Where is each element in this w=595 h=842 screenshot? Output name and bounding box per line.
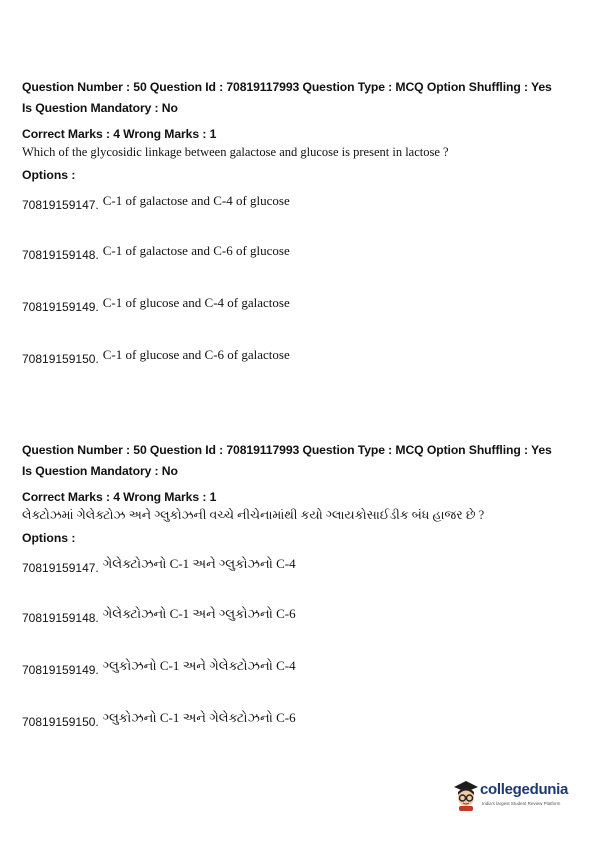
- option-item[interactable]: [22, 658, 296, 679]
- option-text: ગેલેક્ટોઝનો C-1 અને ગ્લુકોઝનો C-6: [102, 606, 296, 621]
- option-item[interactable]: [22, 193, 290, 214]
- option-text: C-1 of glucose and C-4 of galactose: [102, 295, 290, 310]
- option-id: 70819159149.: [22, 663, 99, 677]
- option-text: ગ્લુકોઝનો C-1 અને ગેલેક્ટોઝનો C-4: [102, 658, 296, 673]
- question-text: લેક્ટોઝમાં ગેલેક્ટોઝ અને ગ્લુકોઝની વચ્ચે નીચેનામાંથી કયો ગ્લાયકોસાઈડીક બંધ હાજર છે ?: [22, 508, 485, 522]
- logo-wordmark: collegedunia: [480, 781, 569, 798]
- question-block-1: [22, 77, 577, 366]
- question-text: Which of the glycosidic linkage between galactose and glucose is present in lactose ?: [22, 145, 449, 159]
- question-block-2: [22, 440, 577, 729]
- question-meta-line: Question Number : 50 Question Id : 70819117993 Question Type : MCQ Option Shuffling : Yes: [22, 80, 552, 94]
- option-text: ગ્લુકોઝનો C-1 અને ગેલેક્ટોઝનો C-6: [102, 710, 296, 725]
- option-id: 70819159147.: [22, 198, 99, 212]
- logo-tagline: India's largest Student Review Platform: [482, 801, 561, 806]
- options-label: Options :: [22, 168, 76, 182]
- option-item[interactable]: [22, 710, 296, 731]
- options-label: Options :: [22, 531, 76, 545]
- option-item[interactable]: [22, 556, 296, 577]
- option-item[interactable]: [22, 295, 290, 316]
- option-id: 70819159148.: [22, 248, 99, 262]
- collegedunia-logo: [452, 779, 572, 813]
- option-id: 70819159150.: [22, 715, 99, 729]
- option-text: ગેલેક્ટોઝનો C-1 અને ગ્લુકોઝનો C-4: [102, 556, 296, 571]
- option-text: C-1 of galactose and C-4 of glucose: [102, 193, 290, 208]
- option-item[interactable]: [22, 347, 290, 368]
- option-text: C-1 of glucose and C-6 of galactose: [102, 347, 290, 362]
- option-item[interactable]: [22, 606, 296, 627]
- option-id: 70819159147.: [22, 561, 99, 575]
- option-text: C-1 of galactose and C-6 of glucose: [102, 243, 290, 258]
- option-id: 70819159148.: [22, 611, 99, 625]
- question-meta-line: Question Number : 50 Question Id : 70819117993 Question Type : MCQ Option Shuffling : Yes: [22, 443, 552, 457]
- question-marks: Correct Marks : 4 Wrong Marks : 1: [22, 490, 217, 504]
- option-id: 70819159149.: [22, 300, 99, 314]
- question-mandatory-line: Is Question Mandatory : No: [22, 101, 178, 115]
- question-marks: Correct Marks : 4 Wrong Marks : 1: [22, 127, 217, 141]
- question-mandatory-line: Is Question Mandatory : No: [22, 464, 178, 478]
- option-item[interactable]: [22, 243, 290, 264]
- graduate-mascot-icon: [452, 779, 480, 811]
- option-id: 70819159150.: [22, 352, 99, 366]
